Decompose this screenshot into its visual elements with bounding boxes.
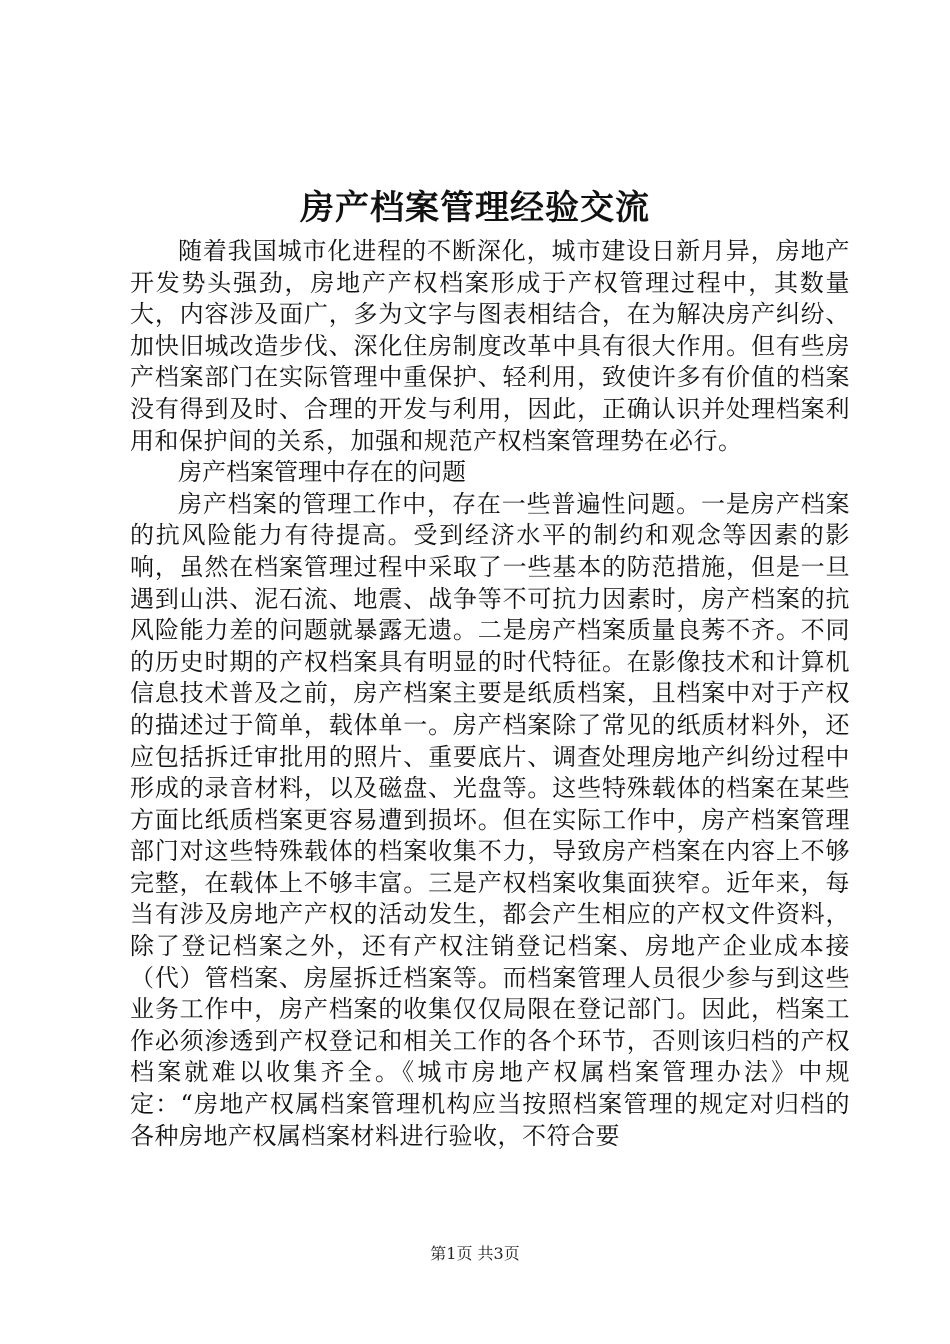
page-footer: 第1页 共3页 bbox=[430, 1244, 520, 1263]
document-title: 房产档案管理经验交流 bbox=[300, 188, 650, 228]
section-heading: 房产档案管理中存在的问题 bbox=[178, 458, 466, 487]
paragraph-problems: 房产档案的管理工作中，存在一些普遍性问题。一是房产档案的抗风险能力有待提高。受到经济水平的制约和观念等因素的影响，虽然在档案管理过程中采取了一些基本的防范措施，但是一旦遇到山洪、泥石流、地震、战争等不可抗力因素时，房产档案的抗风险能力差的问题就暴露无遗。二是房产档案质量良莠不齐。不同的历史时期的产权档案具有明显的时代特征。在影像技术和计算机信息技术普及之前，房产档案主要是纸质档案，且档案中对于产权的描述过于简单，载体单一。房产档案除了常见的纸质材料外，还应包括拆迁审批用的照片、重要底片、调查处理房地产纠纷过程中形成的录音材料，以及磁盘、光盘等。这些特殊载体的档案在某些方面比纸质档案更容易遭到损坏。但在实际工作中，房产档案管理部门对这些特殊载体的档案收集不力，导致房产档案在内容上不够完整，在载体上不够丰富。三是产权档案收集面狭窄。近年来，每当有涉及房地产产权的活动发生，都会产生相应的产权文件资料，除了登记档案之外，还有产权注销登记档案、房地产企业成本接（代）管档案、房屋拆迁档案等。而档案管理人员很少参与到这些业务工作中，房产档案的收集仅仅局限在登记部门。因此，档案工作必须渗透到产权登记和相关工作的各个环节，否则该归档的产权档案就难以收集齐全。《城市房地产权属档案管理办法》中规定：“房地产权属档案管理机构应当按照档案管理的规定对归档的各种房地产权属档案材料进行验收，不符合要 bbox=[130, 489, 850, 1150]
paragraph-intro: 随着我国城市化进程的不断深化，城市建设日新月异，房地产开发势头强劲，房地产产权档案形成于产权管理过程中，其数量大，内容涉及面广，多为文字与图表相结合，在为解决房产纠纷、加快旧城改造步伐、深化住房制度改革中具有很大作用。但有些房产档案部门在实际管理中重保护、轻利用，致使许多有价值的档案没有得到及时、合理的开发与利用，因此，正确认识并处理档案利用和保护间的关系，加强和规范产权档案管理势在必行。 bbox=[130, 237, 850, 455]
document-body bbox=[130, 236, 850, 1152]
